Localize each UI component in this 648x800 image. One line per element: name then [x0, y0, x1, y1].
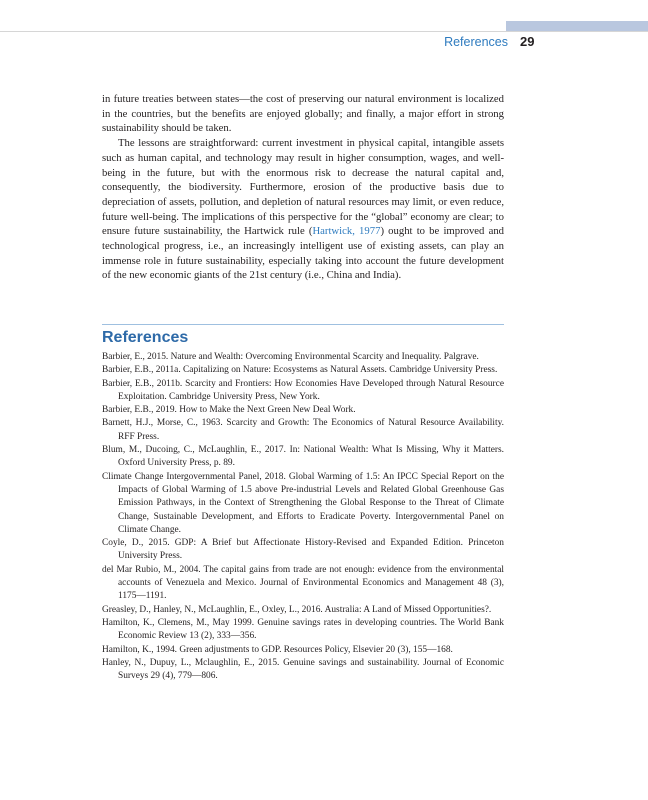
section-rule [102, 324, 504, 325]
body-paragraph: in future treaties between states—the cost of preserving our natural environment is localized in the countries, but the benefits are enjoyed globally; and finally, a major effort in strong sustainability should be taken. [102, 93, 504, 135]
references-heading: References [102, 329, 189, 346]
reference-entry: Barbier, E.B., 2019. How to Make the Next Green New Deal Work. [102, 405, 356, 416]
reference-entry: Hamilton, K., 1994. Green adjustments to GDP. Resources Policy, Elsevier 20 (3), 155—168. [102, 644, 453, 655]
running-head: References [444, 35, 508, 49]
reference-entry: Coyle, D., 2015. GDP: A Brief but Affectionate History-Revised and Expanded Edition. Princeton University Press. [102, 538, 504, 562]
reference-entry: Barbier, E.B., 2011b. Scarcity and Frontiers: How Economies Have Developed through Natural Resource Exploitation. Cambridge University Press, New York. [102, 378, 504, 402]
paragraph-text: The lessons are straightforward: current investment in physical capital, intangible assets such as human capital, and technology may result in higher consumption, wages, and well-being in the future, but with the enormous risk to decrease the natural capital and, consequently, the biodiversity. Furthermore, erosion of the productive basis due to depreciation of assets, pollution, and depletion of natural resources may limit, or even reduce, future well-being. The implications of this perspective for the “global” economy are clear; to ensure future sustainability, the Hartwick rule ( [102, 137, 504, 238]
reference-entry: Climate Change Intergovernmental Panel, 2018. Global Warming of 1.5: An IPCC Special Report on the Impacts of Global Warming of 1.5 above Pre-industrial Levels and Related Global Greenhouse Gas Emission Pathways, in the Context of Strengthening the Global Response to the Threat of Climate Change, Sustainable Development, and Efforts to Eradicate Poverty. Intergovernmental Panel on Climate Change. [102, 471, 504, 535]
reference-list [102, 351, 504, 683]
paragraph-text: ) ought to be improved and technological progress, i.e., an increasingly intelligent use of existing assets, can play an immense role in future sustainability, especially taking into account the future development of the new economic giants of the 21st century (i.e., China and India). [102, 225, 505, 282]
reference-entry: Hamilton, K., Clemens, M., May 1999. Genuine savings rates in developing countries. The World Bank Economic Review 13 (2), 333—356. [102, 617, 504, 642]
header-accent-bar [506, 21, 648, 31]
body-text [102, 92, 504, 283]
reference-entry: Barbier, E., 2015. Nature and Wealth: Overcoming Environmental Scarcity and Inequality. Palgrave. [102, 352, 479, 362]
reference-entry: Barbier, E.B., 2011a. Capitalizing on Nature: Ecosystems as Natural Assets. Cambridge University Press. [102, 365, 498, 376]
reference-entry: Greasley, D., Hanley, N., McLaughlin, E., Oxley, L., 2016. Australia: A Land of Missed Opportunities?. [102, 604, 492, 615]
header-rule [0, 31, 648, 32]
body-paragraph [102, 136, 504, 283]
reference-entry: Blum, M., Ducoing, C., McLaughlin, E., 2017. In: National Wealth: What Is Missing, Why it Matters. Oxford University Press, p. 89. [102, 445, 504, 469]
reference-entry: Barnett, H.J., Morse, C., 1963. Scarcity and Growth: The Economics of Natural Resource Availability. RFF Press. [102, 418, 504, 442]
reference-entry: Hanley, N., Dupuy, L., Mclaughlin, E., 2015. Genuine savings and sustainability. Journal of Economic Surveys 29 (4), 779—806. [102, 657, 504, 682]
reference-entry: del Mar Rubio, M., 2004. The capital gains from trade are not enough: evidence from the environmental accounts of Venezuela and Mexico. Journal of Environmental Economics and Management 48 (3), 1175—1191. [102, 564, 504, 602]
citation-link[interactable]: Hartwick, 1977 [312, 225, 381, 238]
page-number: 29 [520, 34, 535, 49]
